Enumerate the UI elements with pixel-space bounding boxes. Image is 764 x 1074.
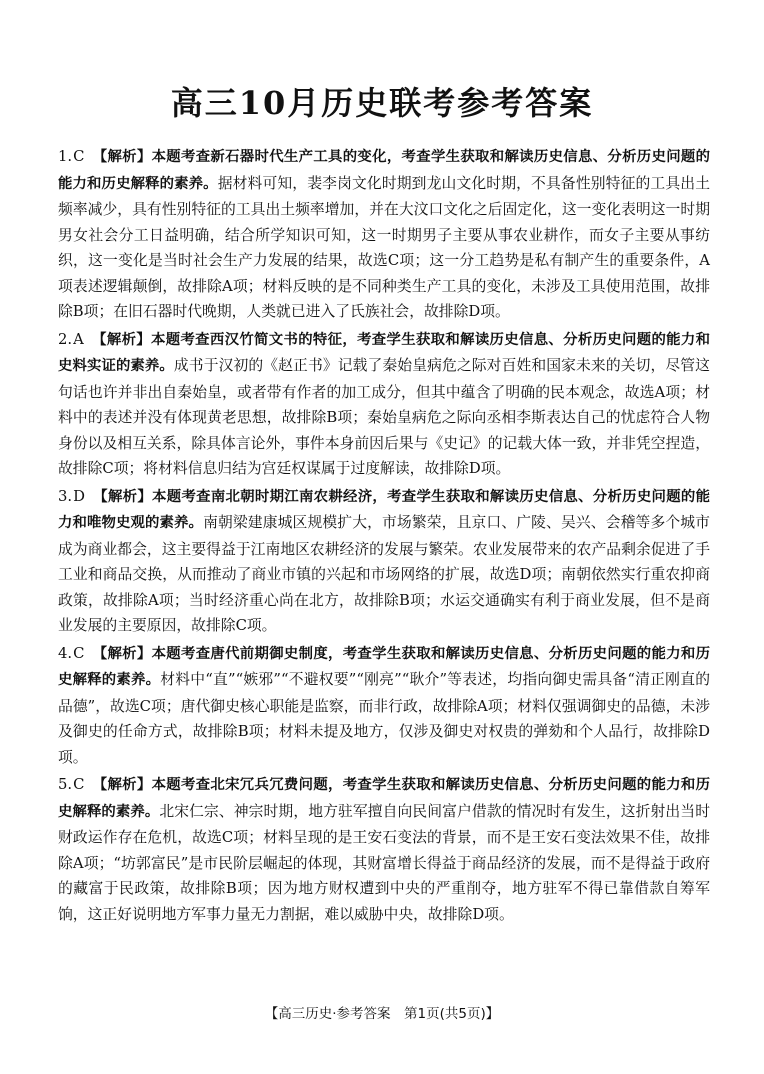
item-analysis-body: 南朝梁建康城区规模扩大，市场繁荣，且京口、广陵、吴兴、会稽等多个城市成为商业都会，这主要得益于江南地区农耕经济的发展与繁荣。农业发展带来的农产品剩余促进了手工业和商品交换，从而推动了商业市镇的兴起和市场网络的扩展，故选D项；南朝依然实行重农抑商政策，故排除A项；当时经济重心尚在北方，故排除B项；水运交通确实有利于商业发展，但不是商业发展的主要原因，故排除C项。 xyxy=(58,514,710,634)
page-title: 高三10月历史联考参考答案 xyxy=(170,84,594,122)
item-number: 1. xyxy=(58,148,73,165)
item-analysis-body: 材料中“直”“嫉邪”“不避权要”“刚亮”“耿介”等表述，均指向御史需具备“清正刚直的品德”，故选C项；唐代御史核心职能是监察，而非行政，故排除A项；材料仅强调御史的品德，未涉及御史的任命方式，故排除B项；材料未提及地方，仅涉及御史对权贵的弹劾和个人品行，故排除D项。 xyxy=(58,671,710,766)
item-answer: C xyxy=(73,776,85,793)
answer-item-1 xyxy=(58,144,710,325)
item-analysis-lead: 【解析】本题考查北宋冗兵冗费问题，考查学生获取和解读历史信息、分析历史问题的能力和历史解释的素养。 xyxy=(58,777,710,820)
answer-item-3 xyxy=(58,484,710,639)
item-analysis-lead: 【解析】本题考查新石器时代生产工具的变化，考查学生获取和解读历史信息、分析历史问题的能力和历史解释的素养。 xyxy=(58,149,710,192)
item-number: 3. xyxy=(58,487,73,505)
item-analysis-lead: 【解析】本题考查南北朝时期江南农耕经济，考查学生获取和解读历史信息、分析历史问题的能力和唯物史观的素养。 xyxy=(58,488,710,531)
page-footer: 【高三历史·参考答案 第1页(共5页)】 xyxy=(264,1006,500,1022)
item-number: 4. xyxy=(58,644,73,662)
item-answer: C xyxy=(73,644,85,662)
item-number: 2. xyxy=(58,330,73,348)
item-analysis-body: 北宋仁宗、神宗时期，地方驻军擅自向民间富户借款的情况时有发生，这折射出当时财政运作存在危机，故选C项；材料呈现的是王安石变法的背景，而不是王安石变法效果不佳，故排除A项；“坊郭富民”是市民阶层崛起的体现，其财富增长得益于商品经济的发展，而不是得益于政府的藏富于民政策，故排除B项；因为地方财权遭到中央的严重削夺，地方驻军不得已靠借款自筹军饷，这正好说明地方军事力量无力割据，难以威胁中央，故排除D项。 xyxy=(58,802,710,923)
item-analysis-body: 成书于汉初的《赵正书》记载了秦始皇病危之际对百姓和国家未来的关切，尽管这句话也许并非出自秦始皇，或者带有作者的加工成分，但其中蕴含了明确的民本观念，故选A项；材料中的表述并没有体现黄老思想，故排除B项；秦始皇病危之际向丞相李斯表达自己的忧虑符合人物身份以及相互关系，除具体言论外，事件本身前因后果与《史记》的记载大体一致，并非凭空捏造，故排除C项；将材料信息归结为宫廷权谋属于过度解读，故排除D项。 xyxy=(58,357,710,477)
item-analysis-body: 据材料可知，裴李岗文化时期到龙山文化时期，不具备性别特征的工具出土频率减少，具有性别特征的工具出土频率增加，并在大汶口文化之后固定化，这一变化表明这一时期男女社会分工日益明确，结合所学知识可知，这一时期男子主要从事农业耕作，而女子主要从事纺织，这一变化是当时社会生产力发展的结果，故选C项；这一分工趋势是私有制产生的重要条件，A项表述逻辑颠倒，故排除A项；材料反映的是不同种类生产工具的变化，未涉及工具使用范围，故排除B项；在旧石器时代晚期，人类就已进入了氏族社会，故排除D项。 xyxy=(58,174,710,320)
answer-item-2 xyxy=(58,327,710,482)
answer-item-4 xyxy=(58,641,710,771)
item-answer: D xyxy=(73,487,85,505)
item-answer: C xyxy=(73,148,85,165)
answer-list xyxy=(58,144,710,929)
answer-item-5 xyxy=(58,772,710,927)
item-number: 5. xyxy=(58,776,73,793)
item-answer: A xyxy=(73,330,84,348)
item-analysis-lead: 【解析】本题考查西汉竹简文书的特征，考查学生获取和解读历史信息、分析历史问题的能力和史料实证的素养。 xyxy=(58,331,710,374)
item-analysis-lead: 【解析】本题考查唐代前期御史制度，考查学生获取和解读历史信息、分析历史问题的能力和历史解释的素养。 xyxy=(58,645,710,688)
